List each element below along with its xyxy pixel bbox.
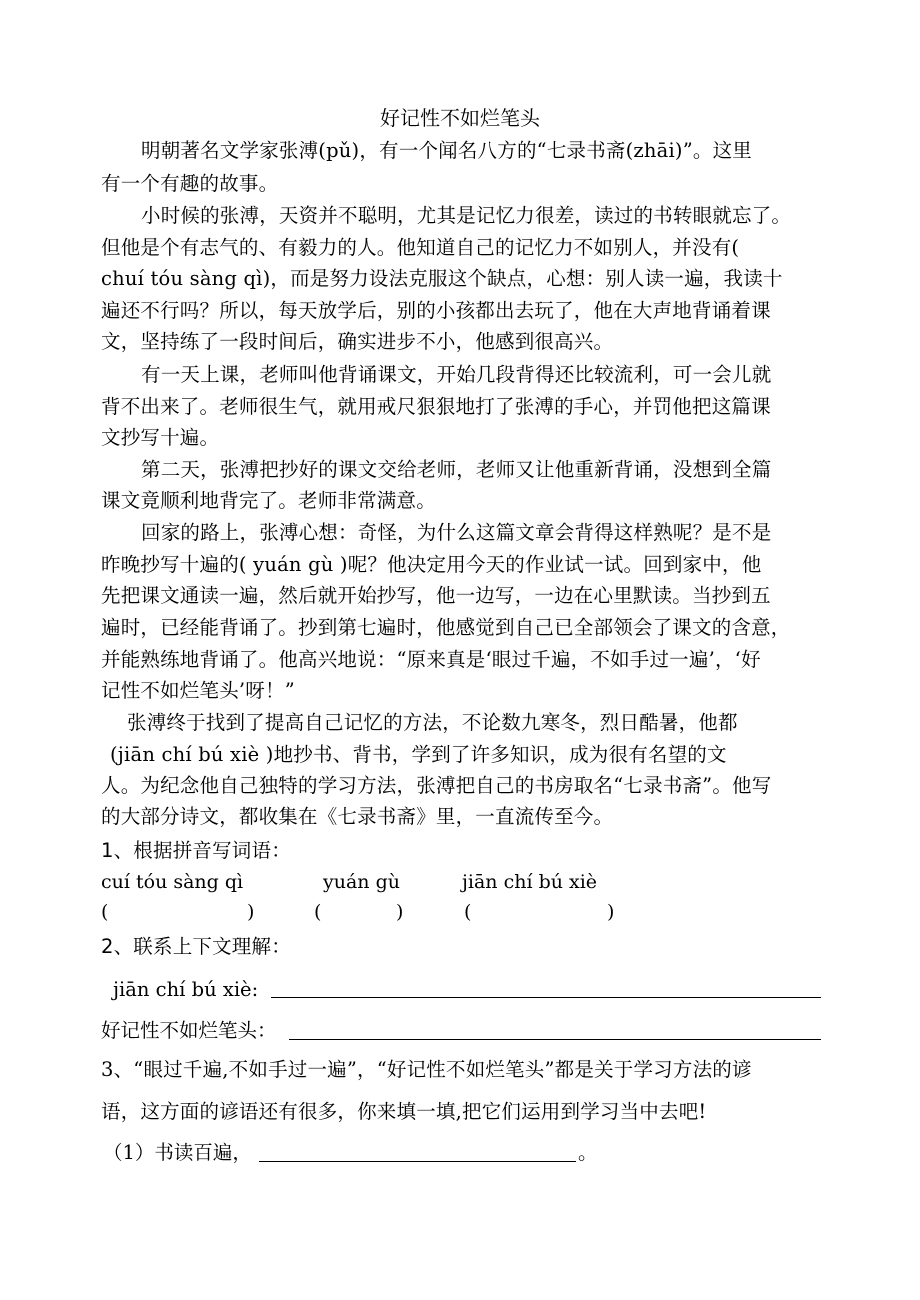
q1-answer-2-close: )	[396, 901, 404, 923]
passage-line: 文，坚持练了一段时间后，确实进步不小，他感到很高兴。	[101, 330, 614, 353]
q1-pinyin-2: yuán gù	[323, 871, 400, 893]
q1-answer-3-open: (	[464, 901, 472, 923]
passage-line: 昨晚抄写十遍的( yuán gù )呢？他决定用今天的作业试一试。回到家中，他	[101, 553, 762, 576]
question-2-heading: 2、联系上下文理解：	[101, 935, 291, 958]
passage-line: (jiān chí bú xiè )地抄书、背书，学到了许多知识，成为很有名望的文	[110, 743, 727, 766]
q3-item-1-label: （1）书读百遍，	[103, 1141, 252, 1164]
q1-answer-1-close: )	[247, 901, 255, 923]
passage-line: 但他是个有志气的、有毅力的人。他知道自己的记忆力不如别人，并没有(	[101, 236, 740, 259]
passage-line: 课文竟顺利地背完了。老师非常满意。	[101, 489, 436, 512]
q2-item-1-label: jiān chí bú xiè:	[113, 978, 259, 1001]
passage-title: 好记性不如烂笔头	[380, 106, 540, 130]
question-1-heading: 1、根据拼音写词语：	[101, 839, 291, 862]
question-3-line: 语，这方面的谚语还有很多，你来填一填,把它们运用到学习当中去吧!	[101, 1100, 707, 1123]
passage-line: 明朝著名文学家张溥(pǔ)，有一个闻名八方的“七录书斋(zhāi)”。这里	[141, 139, 753, 162]
passage-line: chuí tóu sàng qì)，而是努力设法克服这个缺点，心想：别人读一遍，我读十	[101, 267, 783, 290]
q2-item-2-label: 好记性不如烂笔头：	[101, 1019, 277, 1042]
passage-line: 遍时，已经能背诵了。抄到第七遍时，他感觉到自己已全部领会了课文的含意，	[101, 616, 791, 639]
passage-line: 文抄写十遍。	[101, 426, 220, 449]
passage-line: 回家的路上，张溥心想：奇怪，为什么这篇文章会背得这样熟呢？是不是	[141, 521, 772, 544]
q3-item-1-end: 。	[578, 1141, 598, 1164]
q1-pinyin-1: cuí tóu sàng qì	[101, 871, 244, 893]
q1-answer-1-open: (	[101, 901, 109, 923]
question-3-line: 3、“眼过千遍,不如手过一遍”，“好记性不如烂笔头”都是关于学习方法的谚	[101, 1058, 752, 1081]
passage-line: 遍还不行吗？所以，每天放学后，别的小孩都出去玩了，他在大声地背诵着课	[101, 299, 771, 322]
q1-answer-3-close: )	[607, 901, 615, 923]
passage-line: 背不出来了。老师很生气，就用戒尺狠狠地打了张溥的手心，并罚他把这篇课	[101, 395, 771, 418]
q1-answer-2-open: (	[314, 901, 322, 923]
passage-line: 人。为纪念他自己独特的学习方法，张溥把自己的书房取名“七录书斋”。他写	[101, 774, 772, 797]
passage-line: 张溥终于找到了提高自己记忆的方法，不论数九寒冬，烈日酷暑，他都	[127, 711, 738, 734]
passage-line: 小时候的张溥，天资并不聪明，尤其是记忆力很差，读过的书转眼就忘了。	[141, 204, 792, 227]
q2-item-2-answer-line[interactable]	[289, 1039, 821, 1040]
passage-line: 第二天，张溥把抄好的课文交给老师，老师又让他重新背诵，没想到全篇	[141, 458, 772, 481]
passage-line: 并能熟练地背诵了。他高兴地说：“原来真是‘眼过千遍，不如手过一遍’，‘好	[101, 648, 761, 671]
q1-pinyin-3: jiān chí bú xiè	[462, 871, 598, 893]
passage-line: 有一个有趣的故事。	[101, 172, 279, 195]
passage-line: 有一天上课，老师叫他背诵课文，开始几段背得还比较流利，可一会儿就	[141, 363, 772, 386]
q3-item-1-answer-line[interactable]	[259, 1161, 576, 1162]
passage-line: 的大部分诗文，都收集在《七录书斋》里，一直流传至今。	[101, 805, 614, 828]
passage-line: 先把课文通读一遍，然后就开始抄写，他一边写，一边在心里默读。当抄到五	[101, 584, 771, 607]
q2-item-1-answer-line[interactable]	[271, 997, 821, 998]
passage-line: 记性不如烂笔头’呀！”	[101, 679, 295, 702]
